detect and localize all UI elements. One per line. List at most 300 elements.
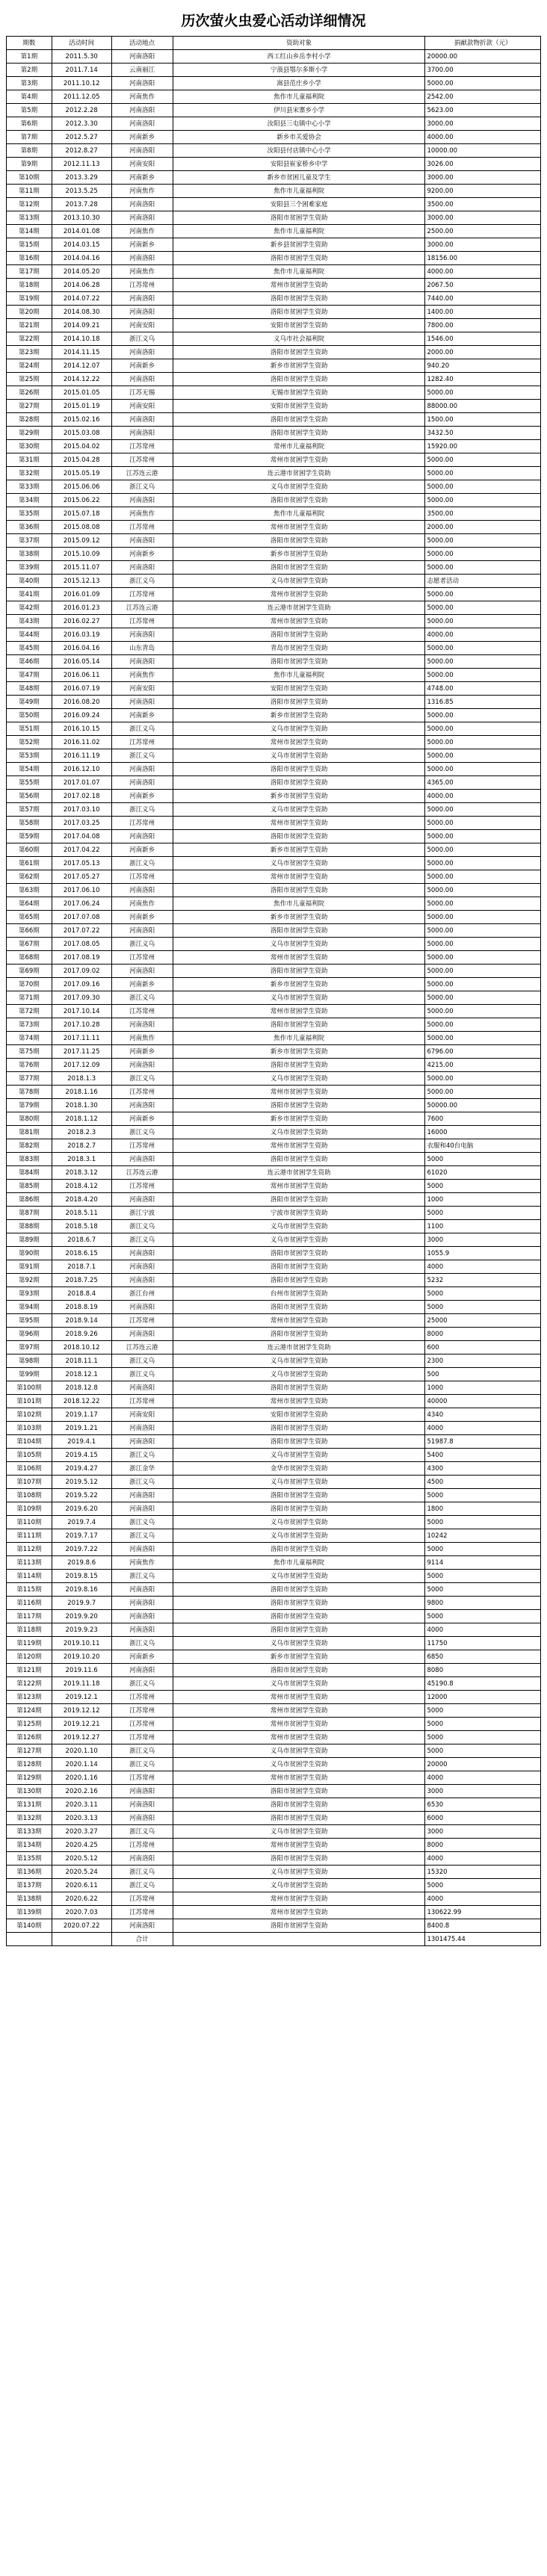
row-issue: 第126期 <box>7 1731 52 1744</box>
row-date: 2016.04.16 <box>52 642 111 655</box>
table-row <box>7 615 541 628</box>
row-issue: 第128期 <box>7 1758 52 1771</box>
row-issue: 第9期 <box>7 158 52 171</box>
row-location: 江苏常州 <box>111 1395 173 1408</box>
row-location: 河南洛阳 <box>111 198 173 211</box>
row-amount: 5000 <box>425 1489 541 1502</box>
row-recipient: 安阳县崔家桥乡中学 <box>173 158 425 171</box>
row-issue: 第52期 <box>7 736 52 749</box>
row-amount: 5000 <box>425 1583 541 1597</box>
row-date: 2014.09.21 <box>52 319 111 332</box>
row-amount: 5000.00 <box>425 669 541 682</box>
row-location: 江苏常州 <box>111 1906 173 1919</box>
table-row <box>7 628 541 642</box>
table-row <box>7 64 541 77</box>
row-recipient: 洛阳市贫困学生资助 <box>173 884 425 897</box>
table-row <box>7 225 541 238</box>
row-date: 2017.08.19 <box>52 951 111 965</box>
table-row <box>7 991 541 1005</box>
table-row <box>7 319 541 332</box>
row-amount: 4000 <box>425 1852 541 1866</box>
row-date: 2019.7.17 <box>52 1529 111 1543</box>
row-date: 2020.6.11 <box>52 1879 111 1892</box>
row-recipient: 义乌市贫困学生资助 <box>173 722 425 736</box>
row-location: 河南洛阳 <box>111 1543 173 1556</box>
row-issue: 第79期 <box>7 1099 52 1112</box>
row-recipient: 常州市贫困学生资助 <box>173 1139 425 1153</box>
table-row <box>7 561 541 575</box>
row-location: 江苏常州 <box>111 1139 173 1153</box>
row-recipient: 洛阳市贫困学生资助 <box>173 1543 425 1556</box>
row-amount: 5000.00 <box>425 991 541 1005</box>
row-recipient: 常州市贫困学生资助 <box>173 1771 425 1785</box>
row-location: 浙江义乌 <box>111 1529 173 1543</box>
table-row <box>7 1301 541 1314</box>
row-location: 浙江义乌 <box>111 1570 173 1583</box>
row-recipient: 连云港市贫困学生资助 <box>173 467 425 480</box>
row-date: 2017.10.14 <box>52 1005 111 1018</box>
row-amount: 5000.00 <box>425 870 541 884</box>
row-recipient: 洛阳市贫困学生资助 <box>173 373 425 386</box>
row-date: 2013.3.29 <box>52 171 111 185</box>
row-issue: 第54期 <box>7 763 52 776</box>
row-issue: 第72期 <box>7 1005 52 1018</box>
row-date: 2018.5.18 <box>52 1220 111 1233</box>
row-location: 浙江义乌 <box>111 722 173 736</box>
table-header-row <box>7 37 541 50</box>
row-recipient: 宁蒗县鄂尔多斯小学 <box>173 64 425 77</box>
row-recipient: 焦作市儿童福利院 <box>173 1032 425 1045</box>
row-date: 2014.01.08 <box>52 225 111 238</box>
row-issue: 第13期 <box>7 211 52 225</box>
row-amount: 500 <box>425 1368 541 1381</box>
row-amount: 5000.00 <box>425 386 541 400</box>
row-amount: 16000 <box>425 1126 541 1139</box>
row-issue: 第108期 <box>7 1489 52 1502</box>
row-location: 浙江义乌 <box>111 1354 173 1368</box>
row-recipient: 焦作市儿童福利院 <box>173 90 425 104</box>
table-row <box>7 763 541 776</box>
row-recipient: 义乌市贫困学生资助 <box>173 1126 425 1139</box>
row-issue: 第29期 <box>7 427 52 440</box>
row-amount: 20000 <box>425 1758 541 1771</box>
row-date: 2019.12.12 <box>52 1704 111 1718</box>
row-date: 2015.06.06 <box>52 480 111 494</box>
page-title: 历次萤火虫爱心活动详细情况 <box>181 13 366 29</box>
row-date: 2018.9.14 <box>52 1314 111 1328</box>
row-date: 2019.11.18 <box>52 1677 111 1691</box>
table-row <box>7 1758 541 1771</box>
row-date: 2012.3.30 <box>52 117 111 131</box>
row-date: 2019.9.23 <box>52 1623 111 1637</box>
table-row <box>7 413 541 427</box>
row-date: 2011.10.12 <box>52 77 111 90</box>
row-recipient: 义乌市贫困学生资助 <box>173 938 425 951</box>
table-row <box>7 817 541 830</box>
row-date: 2020.3.13 <box>52 1812 111 1825</box>
row-issue: 第111期 <box>7 1529 52 1543</box>
row-date: 2020.6.22 <box>52 1892 111 1906</box>
row-issue: 第71期 <box>7 991 52 1005</box>
row-recipient: 焦作市儿童福利院 <box>173 185 425 198</box>
row-location: 河南安阳 <box>111 158 173 171</box>
row-recipient: 洛阳市贫困学生资助 <box>173 830 425 843</box>
row-amount: 5000 <box>425 1287 541 1301</box>
row-issue: 第12期 <box>7 198 52 211</box>
row-date: 2019.8.6 <box>52 1556 111 1570</box>
row-location: 浙江义乌 <box>111 857 173 870</box>
table-row <box>7 938 541 951</box>
table-row <box>7 104 541 117</box>
row-date: 2016.01.09 <box>52 588 111 601</box>
row-issue: 第138期 <box>7 1892 52 1906</box>
row-recipient: 新乡市贫困学生资助 <box>173 911 425 924</box>
row-issue: 第125期 <box>7 1718 52 1731</box>
row-date: 2020.5.24 <box>52 1866 111 1879</box>
row-amount: 5000 <box>425 1879 541 1892</box>
row-amount: 4500 <box>425 1476 541 1489</box>
row-amount: 8000 <box>425 1328 541 1341</box>
table-row <box>7 1462 541 1476</box>
donation-table <box>6 36 541 1946</box>
row-amount: 3700.00 <box>425 64 541 77</box>
row-issue: 第47期 <box>7 669 52 682</box>
table-row <box>7 265 541 279</box>
row-issue: 第28期 <box>7 413 52 427</box>
row-recipient: 洛阳市贫困学生资助 <box>173 655 425 669</box>
row-date: 2015.10.09 <box>52 548 111 561</box>
row-amount: 15320 <box>425 1866 541 1879</box>
row-location: 浙江义乌 <box>111 1072 173 1086</box>
row-recipient: 洛阳市贫困学生资助 <box>173 1328 425 1341</box>
row-amount: 6850 <box>425 1650 541 1664</box>
row-date: 2019.11.6 <box>52 1664 111 1677</box>
row-recipient: 新乡市贫困学生资助 <box>173 359 425 373</box>
table-row <box>7 1153 541 1166</box>
row-location: 河南洛阳 <box>111 1610 173 1623</box>
table-row <box>7 1422 541 1435</box>
row-date: 2019.9.7 <box>52 1597 111 1610</box>
row-location: 江苏常州 <box>111 1314 173 1328</box>
row-location: 浙江义乌 <box>111 749 173 763</box>
row-location: 江苏常州 <box>111 453 173 467</box>
row-recipient: 常州市贫困学生资助 <box>173 1704 425 1718</box>
row-amount: 18156.00 <box>425 252 541 265</box>
table-row <box>7 1328 541 1341</box>
total-row <box>7 1933 541 1946</box>
row-amount: 4000 <box>425 1771 541 1785</box>
row-date: 2012.11.13 <box>52 158 111 171</box>
row-date: 2020.7.03 <box>52 1906 111 1919</box>
row-location: 江苏常州 <box>111 1771 173 1785</box>
row-recipient: 洛阳市贫困学生资助 <box>173 1018 425 1032</box>
row-recipient: 常州市贫困学生资助 <box>173 1731 425 1744</box>
row-issue: 第84期 <box>7 1166 52 1180</box>
row-amount: 3000.00 <box>425 238 541 252</box>
row-recipient: 常州市儿童福利院 <box>173 440 425 453</box>
row-date: 2013.5.25 <box>52 185 111 198</box>
row-issue: 第67期 <box>7 938 52 951</box>
table-row <box>7 1731 541 1744</box>
table-row <box>7 951 541 965</box>
row-date: 2019.8.16 <box>52 1583 111 1597</box>
row-date: 2014.04.16 <box>52 252 111 265</box>
row-amount: 9114 <box>425 1556 541 1570</box>
row-recipient: 洛阳市贫困学生资助 <box>173 696 425 709</box>
row-amount: 5000.00 <box>425 1032 541 1045</box>
row-issue: 第70期 <box>7 978 52 991</box>
row-issue: 第6期 <box>7 117 52 131</box>
row-recipient: 洛阳市贫困学生资助 <box>173 776 425 790</box>
row-issue: 第134期 <box>7 1839 52 1852</box>
row-location: 河南洛阳 <box>111 1247 173 1260</box>
row-recipient: 连云港市贫困学生资助 <box>173 1166 425 1180</box>
row-issue: 第77期 <box>7 1072 52 1086</box>
row-recipient: 洛阳市贫困学生资助 <box>173 1247 425 1260</box>
row-date: 2018.3.1 <box>52 1153 111 1166</box>
table-row <box>7 144 541 158</box>
row-date: 2018.11.1 <box>52 1354 111 1368</box>
row-date: 2016.05.14 <box>52 655 111 669</box>
row-amount: 9200.00 <box>425 185 541 198</box>
row-amount: 5000.00 <box>425 857 541 870</box>
row-date: 2020.3.27 <box>52 1825 111 1839</box>
row-recipient: 常州市贫困学生资助 <box>173 615 425 628</box>
row-recipient: 新乡市贫困学生资助 <box>173 1650 425 1664</box>
row-issue: 第51期 <box>7 722 52 736</box>
table-row <box>7 373 541 386</box>
row-issue: 第44期 <box>7 628 52 642</box>
row-date: 2015.01.05 <box>52 386 111 400</box>
row-amount: 11750 <box>425 1637 541 1650</box>
row-location: 浙江义乌 <box>111 1866 173 1879</box>
table-row <box>7 346 541 359</box>
row-recipient: 义乌市贫困学生资助 <box>173 991 425 1005</box>
row-date: 2018.4.20 <box>52 1193 111 1207</box>
row-recipient: 汝阳县付店镇中心小学 <box>173 144 425 158</box>
row-issue: 第49期 <box>7 696 52 709</box>
row-location: 河南焦作 <box>111 265 173 279</box>
row-recipient: 新乡市贫困学生资助 <box>173 709 425 722</box>
row-amount: 3432.50 <box>425 427 541 440</box>
row-issue: 第86期 <box>7 1193 52 1207</box>
table-row <box>7 427 541 440</box>
row-amount: 5000.00 <box>425 924 541 938</box>
row-location: 浙江义乌 <box>111 1879 173 1892</box>
row-date: 2015.04.02 <box>52 440 111 453</box>
row-issue: 第35期 <box>7 507 52 521</box>
table-row <box>7 185 541 198</box>
row-recipient: 洛阳市贫困学生资助 <box>173 211 425 225</box>
row-recipient: 西工红山乡岳李村小学 <box>173 50 425 64</box>
row-location: 河南新乡 <box>111 1112 173 1126</box>
row-recipient: 常州市贫困学生资助 <box>173 1180 425 1193</box>
row-amount: 4000 <box>425 1422 541 1435</box>
row-amount: 5000 <box>425 1744 541 1758</box>
row-amount: 5000 <box>425 1570 541 1583</box>
row-location: 河南焦作 <box>111 507 173 521</box>
row-location: 河南洛阳 <box>111 696 173 709</box>
row-location: 浙江义乌 <box>111 1744 173 1758</box>
table-row <box>7 1529 541 1543</box>
row-recipient: 安阳市贫困学生资助 <box>173 319 425 332</box>
table-row <box>7 669 541 682</box>
table-row <box>7 1476 541 1489</box>
row-issue: 第136期 <box>7 1866 52 1879</box>
table-row <box>7 588 541 601</box>
table-row <box>7 897 541 911</box>
table-row <box>7 1852 541 1866</box>
row-location: 河南安阳 <box>111 1408 173 1422</box>
table-row <box>7 1354 541 1368</box>
row-amount: 4000.00 <box>425 131 541 144</box>
row-amount: 5000.00 <box>425 843 541 857</box>
row-issue: 第15期 <box>7 238 52 252</box>
table-row <box>7 1260 541 1274</box>
row-amount: 10000.00 <box>425 144 541 158</box>
row-location: 河南新乡 <box>111 359 173 373</box>
row-date: 2016.07.19 <box>52 682 111 696</box>
row-recipient: 洛阳市贫困学生资助 <box>173 413 425 427</box>
row-amount: 10242 <box>425 1529 541 1543</box>
row-location: 江苏常州 <box>111 1704 173 1718</box>
row-issue: 第113期 <box>7 1556 52 1570</box>
row-recipient: 常州市贫困学生资助 <box>173 279 425 292</box>
row-issue: 第64期 <box>7 897 52 911</box>
row-recipient: 义乌市贫困学生资助 <box>173 1637 425 1650</box>
row-location: 江苏常州 <box>111 521 173 534</box>
row-issue: 第91期 <box>7 1260 52 1274</box>
table-row <box>7 359 541 373</box>
row-date: 2019.1.21 <box>52 1422 111 1435</box>
row-date: 2018.7.1 <box>52 1260 111 1274</box>
row-location: 河南洛阳 <box>111 413 173 427</box>
row-recipient: 安阳市贫困学生资助 <box>173 1408 425 1422</box>
row-amount: 3000 <box>425 1233 541 1247</box>
row-date: 2019.4.27 <box>52 1462 111 1476</box>
row-date: 2016.02.27 <box>52 615 111 628</box>
row-recipient: 义乌市贫困学生资助 <box>173 1368 425 1381</box>
row-amount: 5000.00 <box>425 749 541 763</box>
row-issue: 第93期 <box>7 1287 52 1301</box>
row-date: 2015.05.19 <box>52 467 111 480</box>
row-amount: 5000 <box>425 1731 541 1744</box>
row-issue: 第135期 <box>7 1852 52 1866</box>
row-amount: 1316.85 <box>425 696 541 709</box>
table-row <box>7 1139 541 1153</box>
table-row <box>7 830 541 843</box>
table-row <box>7 1018 541 1032</box>
row-location: 河南洛阳 <box>111 924 173 938</box>
table-row <box>7 1193 541 1207</box>
row-issue: 第18期 <box>7 279 52 292</box>
row-location: 浙江义乌 <box>111 803 173 817</box>
row-location: 江苏常州 <box>111 615 173 628</box>
table-row <box>7 252 541 265</box>
row-amount: 1000 <box>425 1193 541 1207</box>
row-issue: 第60期 <box>7 843 52 857</box>
row-date: 2020.07.22 <box>52 1919 111 1933</box>
row-location: 河南新乡 <box>111 171 173 185</box>
row-date: 2017.09.02 <box>52 965 111 978</box>
table-row <box>7 843 541 857</box>
row-location: 河南洛阳 <box>111 1059 173 1072</box>
row-location: 河南洛阳 <box>111 117 173 131</box>
table-row <box>7 696 541 709</box>
row-amount: 5000 <box>425 1543 541 1556</box>
row-issue: 第43期 <box>7 615 52 628</box>
row-date: 2017.05.13 <box>52 857 111 870</box>
row-issue: 第87期 <box>7 1207 52 1220</box>
table-row <box>7 1180 541 1193</box>
table-row <box>7 1892 541 1906</box>
row-date: 2019.10.20 <box>52 1650 111 1664</box>
row-recipient: 洛阳市贫困学生资助 <box>173 1301 425 1314</box>
table-row <box>7 978 541 991</box>
row-date: 2017.10.28 <box>52 1018 111 1032</box>
row-amount: 45190.8 <box>425 1677 541 1691</box>
row-recipient: 洛阳市贫困学生资助 <box>173 1623 425 1637</box>
table-row <box>7 548 541 561</box>
row-date: 2018.12.1 <box>52 1368 111 1381</box>
row-location: 浙江台州 <box>111 1287 173 1301</box>
row-recipient: 洛阳市贫困学生资助 <box>173 494 425 507</box>
row-recipient: 常州市贫困学生资助 <box>173 870 425 884</box>
row-recipient: 青岛市贫困学生资助 <box>173 642 425 655</box>
row-location: 江苏无锡 <box>111 386 173 400</box>
row-recipient: 安阳市贫困学生资助 <box>173 682 425 696</box>
table-row <box>7 306 541 319</box>
row-recipient: 洛阳市贫困学生资助 <box>173 628 425 642</box>
row-recipient: 焦作市儿童福利院 <box>173 225 425 238</box>
table-row <box>7 1744 541 1758</box>
table-row <box>7 1516 541 1529</box>
row-date: 2018.1.12 <box>52 1112 111 1126</box>
row-recipient: 义乌市社会福利院 <box>173 332 425 346</box>
row-recipient: 义乌市贫困学生资助 <box>173 1866 425 1879</box>
table-row <box>7 131 541 144</box>
row-location: 河南洛阳 <box>111 1623 173 1637</box>
row-issue: 第107期 <box>7 1476 52 1489</box>
row-recipient: 常州市贫困学生资助 <box>173 736 425 749</box>
row-location: 浙江义乌 <box>111 480 173 494</box>
table-row <box>7 1798 541 1812</box>
row-amount: 4000 <box>425 1892 541 1906</box>
row-location: 河南洛阳 <box>111 830 173 843</box>
row-date: 2013.7.28 <box>52 198 111 211</box>
total-label: 合计 <box>111 1933 173 1946</box>
row-recipient: 义乌市贫困学生资助 <box>173 1758 425 1771</box>
row-recipient: 洛阳市贫困学生资助 <box>173 1260 425 1274</box>
row-location: 江苏连云港 <box>111 1166 173 1180</box>
row-date: 2019.6.20 <box>52 1502 111 1516</box>
row-recipient: 洛阳市贫困学生资助 <box>173 346 425 359</box>
row-amount: 5000.00 <box>425 763 541 776</box>
row-amount: 940.20 <box>425 359 541 373</box>
row-amount: 8000 <box>425 1839 541 1852</box>
row-location: 河南新乡 <box>111 131 173 144</box>
row-recipient: 义乌市贫困学生资助 <box>173 1677 425 1691</box>
table-row <box>7 1220 541 1233</box>
table-row <box>7 911 541 924</box>
header-date: 活动时间 <box>52 37 111 50</box>
row-issue: 第65期 <box>7 911 52 924</box>
row-issue: 第123期 <box>7 1691 52 1704</box>
table-row <box>7 1247 541 1260</box>
row-amount: 1100 <box>425 1220 541 1233</box>
row-location: 河南新乡 <box>111 709 173 722</box>
row-issue: 第32期 <box>7 467 52 480</box>
